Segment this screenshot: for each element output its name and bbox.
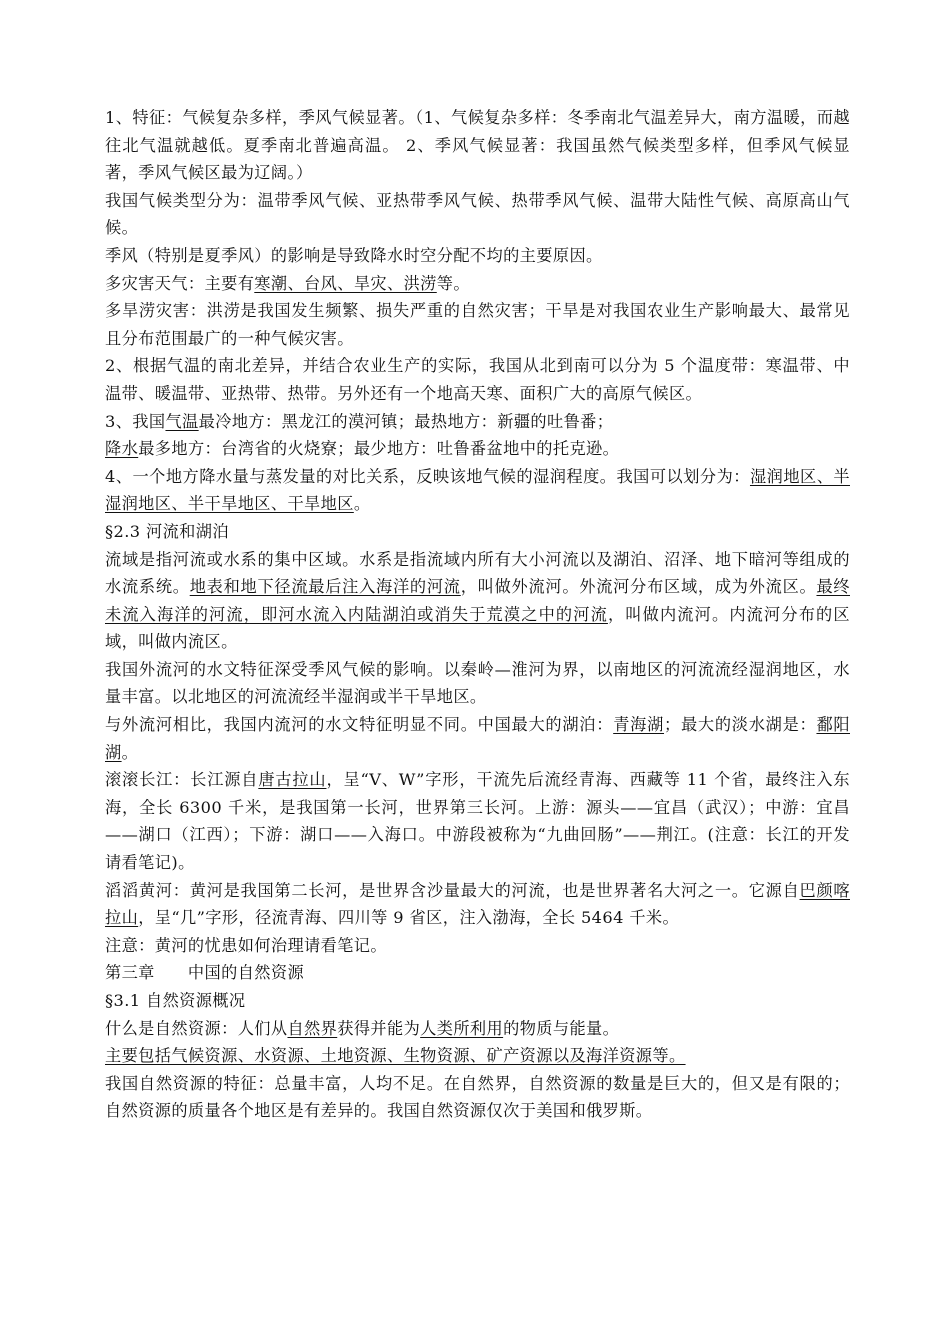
text-run: 第三章 中国的自然资源 [105, 963, 305, 983]
text-run: 什么是自然资源：人们从 [105, 1018, 288, 1038]
text-run: ，呈“V、W”字形，干流先后流经青海、西藏等 11 个省，最终注入东海，全长 6300 千米，是我国第一长河，世界第三长河。上游：源头——宜昌（武汉）；中游：宜昌——湖口（江西）；下游：湖口——入海口。中游段被称为“九曲回肠”——荆江。(注意：长江的开发请看笔记)。 [105, 770, 850, 873]
text-run: ，叫做外流河。外流河分布区域，成为外流区。 [460, 577, 817, 597]
text-run: 我国自然资源的特征：总量丰富，人均不足。在自然界，自然资源的数量是巨大的，但又是有限的；自然资源的质量各个地区是有差异的。我国自然资源仅次于美国和俄罗斯。 [105, 1073, 850, 1121]
paragraph [105, 297, 850, 352]
paragraph [105, 1015, 850, 1043]
underlined-text: 气温 [165, 411, 199, 431]
text-run: 2、根据气温的南北差异，并结合农业生产的实际，我国从北到南可以分为 5 个温度带：寒温带、中温带、暖温带、亚热带、热带。另外还有一个地高天寒、面积广大的高原气候区。 [105, 356, 850, 403]
paragraph [105, 435, 850, 463]
paragraph [105, 766, 850, 876]
paragraph [105, 877, 850, 932]
text-run: ；最大的淡水湖是： [664, 715, 817, 735]
paragraph [105, 352, 850, 407]
text-run: 等。 [436, 273, 470, 293]
text-run: 滚滚长江：长江源自 [105, 770, 259, 790]
text-run: 滔滔黄河：黄河是我国第二长河，是世界含沙量最大的河流，也是世界著名大河之一。它源自 [105, 880, 800, 900]
text-run: 我国气候类型分为：温带季风气候、亚热带季风气候、热带季风气候、温带大陆性气候、高原高山气候。 [105, 190, 850, 238]
paragraph [105, 1042, 850, 1070]
paragraph [105, 270, 850, 298]
text-run: 季风（特别是夏季风）的影响是导致降水时空分配不均的主要原因。 [105, 245, 603, 265]
text-run: §3.1 自然资源概况 [105, 991, 246, 1010]
text-run: §2.3 河流和湖泊 [105, 521, 229, 541]
paragraph [105, 408, 850, 436]
paragraph [105, 242, 850, 270]
text-run: 3、我国 [105, 411, 166, 431]
text-run: 。 [121, 742, 139, 762]
text-run: 多旱涝灾害：洪涝是我国发生频繁、损失严重的自然灾害；干旱是对我国农业生产影响最大、最常见且分布范围最广的一种气候灾害。 [105, 301, 850, 348]
text-run: 流域是指河流或水系的集中区域。水系是指流域内所有大小河流以及湖泊、沼泽、地下暗河等组成的水流系统。 [105, 549, 850, 597]
text-run: 注意：黄河的忧患如何治理请看笔记。 [105, 935, 387, 955]
underlined-text: 唐古拉山 [258, 770, 327, 790]
text-run: 。 [353, 494, 371, 514]
paragraph [105, 932, 850, 960]
paragraph [105, 104, 850, 187]
text-run: 的物质与能量。 [503, 1018, 620, 1038]
paragraph [105, 959, 850, 987]
paragraph [105, 187, 850, 242]
text-run: 我国外流河的水文特征深受季风气候的影响。以秦岭—淮河为界，以南地区的河流流经湿润地区，水量丰富。以北地区的河流流经半湿润或半干旱地区。 [105, 659, 850, 707]
paragraph [105, 711, 850, 766]
underlined-text: 湿润地区、半湿润地区、半干旱地区、干旱地区 [105, 466, 850, 514]
paragraph [105, 987, 850, 1015]
underlined-text: 降水 [105, 439, 139, 459]
paragraph [105, 518, 850, 546]
text-run: 1、特征：气候复杂多样，季风气候显著。（1、气候复杂多样：冬季南北气温差异大，南方温暖，而越往北气温就越低。夏季南北普遍高温。 2、季风气候显著：我国虽然气候类型多样，但季风气候显著，季风气候区最为辽阔。） [105, 108, 850, 183]
text-run: 多灾害天气：主要有 [105, 273, 255, 293]
paragraph [105, 1070, 850, 1125]
text-run: 与外流河相比，我国内流河的水文特征明显不同。中国最大的湖泊： [105, 715, 614, 735]
underlined-text: 寒潮、台风、旱灾、洪涝 [254, 273, 437, 293]
paragraph [105, 463, 850, 518]
paragraph [105, 546, 850, 656]
text-run: 4、一个地方降水量与蒸发量的对比关系，反映该地气候的湿润程度。我国可以划分为： [105, 466, 750, 486]
underlined-text: 自然界 [287, 1018, 338, 1038]
document-body [105, 104, 850, 1125]
underlined-text: 人类所利用 [420, 1018, 504, 1038]
underlined-text: 青海湖 [613, 715, 665, 735]
underlined-text: 地表和地下径流最后注入海洋的河流 [189, 577, 461, 597]
underlined-text: 巴颜喀拉山 [105, 880, 850, 928]
text-run: ，呈“几”字形，径流青海、四川等 9 省区，注入渤海，全长 5464 千米。 [138, 908, 680, 928]
text-run: 获得并能为 [337, 1018, 421, 1038]
underlined-text: 鄱阳湖 [105, 715, 850, 762]
text-run: 最多地方：台湾省的火烧寮；最少地方：吐鲁番盆地中的托克逊。 [138, 439, 620, 459]
underlined-text: 最终未流入海洋的河流，即河水流入内陆湖泊或消失于荒漠之中的河流 [105, 577, 850, 624]
underlined-text: 主要包括气候资源、水资源、土地资源、生物资源、矿产资源以及海洋资源等。 [105, 1046, 686, 1066]
text-run: ，叫做内流河。内流河分布的区域，叫做内流区。 [105, 604, 850, 652]
paragraph [105, 656, 850, 711]
text-run: 最冷地方：黑龙江的漠河镇；最热地方：新疆的吐鲁番； [198, 411, 614, 431]
